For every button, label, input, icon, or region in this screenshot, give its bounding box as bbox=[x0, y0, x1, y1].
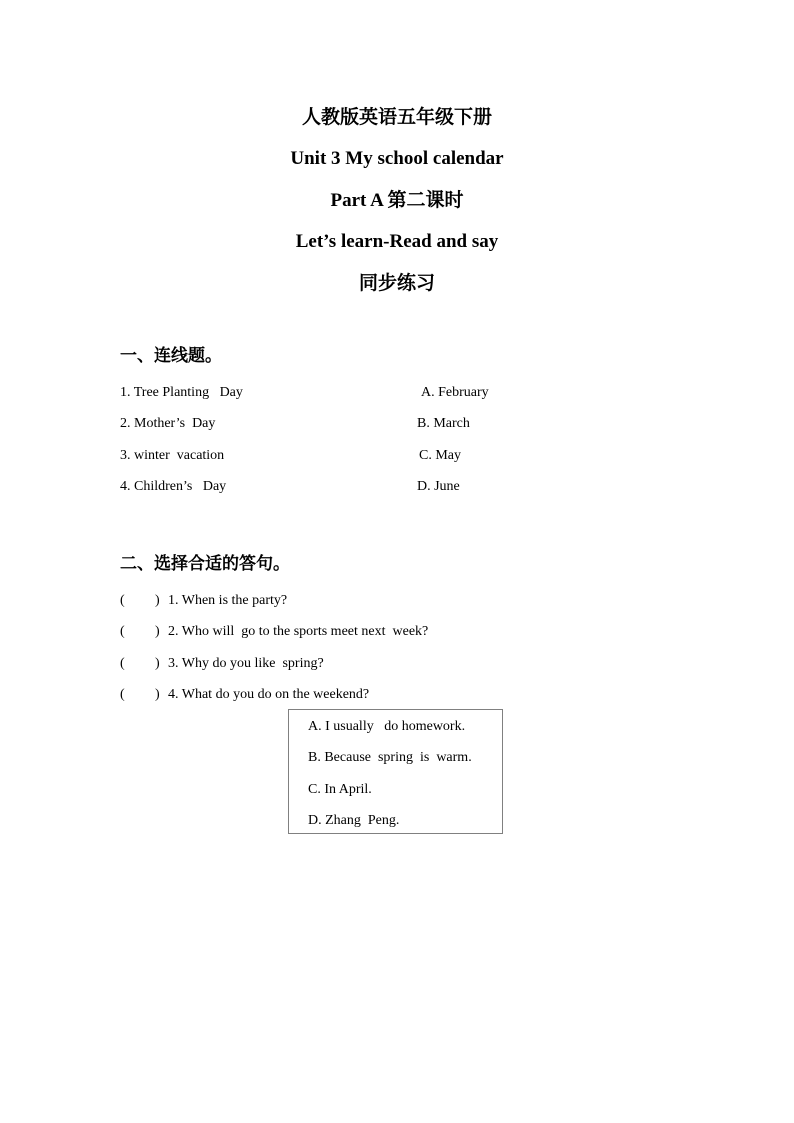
choice-section-heading: 二、选择合适的答句。 bbox=[120, 554, 290, 574]
answer-blank-close: ) bbox=[155, 624, 160, 639]
answer-options-box bbox=[288, 709, 503, 834]
question-text-3: 3. Why do you like spring? bbox=[168, 656, 324, 671]
answer-option-c: C. In April. bbox=[308, 782, 372, 797]
answer-option-b: B. Because spring is warm. bbox=[308, 750, 472, 765]
question-text-1: 1. When is the party? bbox=[168, 593, 288, 608]
question-text-4: 4. What do you do on the weekend? bbox=[168, 687, 370, 702]
matching-option-b: B. March bbox=[417, 416, 470, 431]
answer-blank-open: ( bbox=[120, 656, 125, 671]
matching-item-4: 4. Children’s Day bbox=[120, 479, 227, 494]
matching-item-3: 3. winter vacation bbox=[120, 448, 225, 463]
matching-option-a: A. February bbox=[421, 385, 489, 400]
answer-blank-open: ( bbox=[120, 624, 125, 639]
question-text-2: 2. Who will go to the sports meet next week? bbox=[168, 624, 429, 639]
answer-blank-close: ) bbox=[155, 687, 160, 702]
unit-title: Unit 3 My school calendar bbox=[290, 148, 504, 169]
textbook-title: 人教版英语五年级下册 bbox=[301, 107, 492, 128]
answer-blank-close: ) bbox=[155, 593, 160, 608]
matching-option-d: D. June bbox=[417, 479, 460, 494]
exercise-title: 同步练习 bbox=[358, 273, 435, 294]
matching-item-2: 2. Mother’s Day bbox=[120, 416, 216, 431]
part-title: Part A 第二课时 bbox=[330, 190, 464, 211]
lesson-title: Let’s learn-Read and say bbox=[295, 231, 499, 252]
answer-blank-close: ) bbox=[155, 656, 160, 671]
answer-blank-open: ( bbox=[120, 687, 125, 702]
answer-blank-open: ( bbox=[120, 593, 125, 608]
matching-item-1: 1. Tree Planting Day bbox=[120, 385, 243, 400]
matching-section-heading: 一、连线题。 bbox=[120, 346, 222, 366]
answer-option-d: D. Zhang Peng. bbox=[308, 813, 400, 828]
matching-option-c: C. May bbox=[419, 448, 461, 463]
answer-option-a: A. I usually do homework. bbox=[308, 719, 466, 734]
